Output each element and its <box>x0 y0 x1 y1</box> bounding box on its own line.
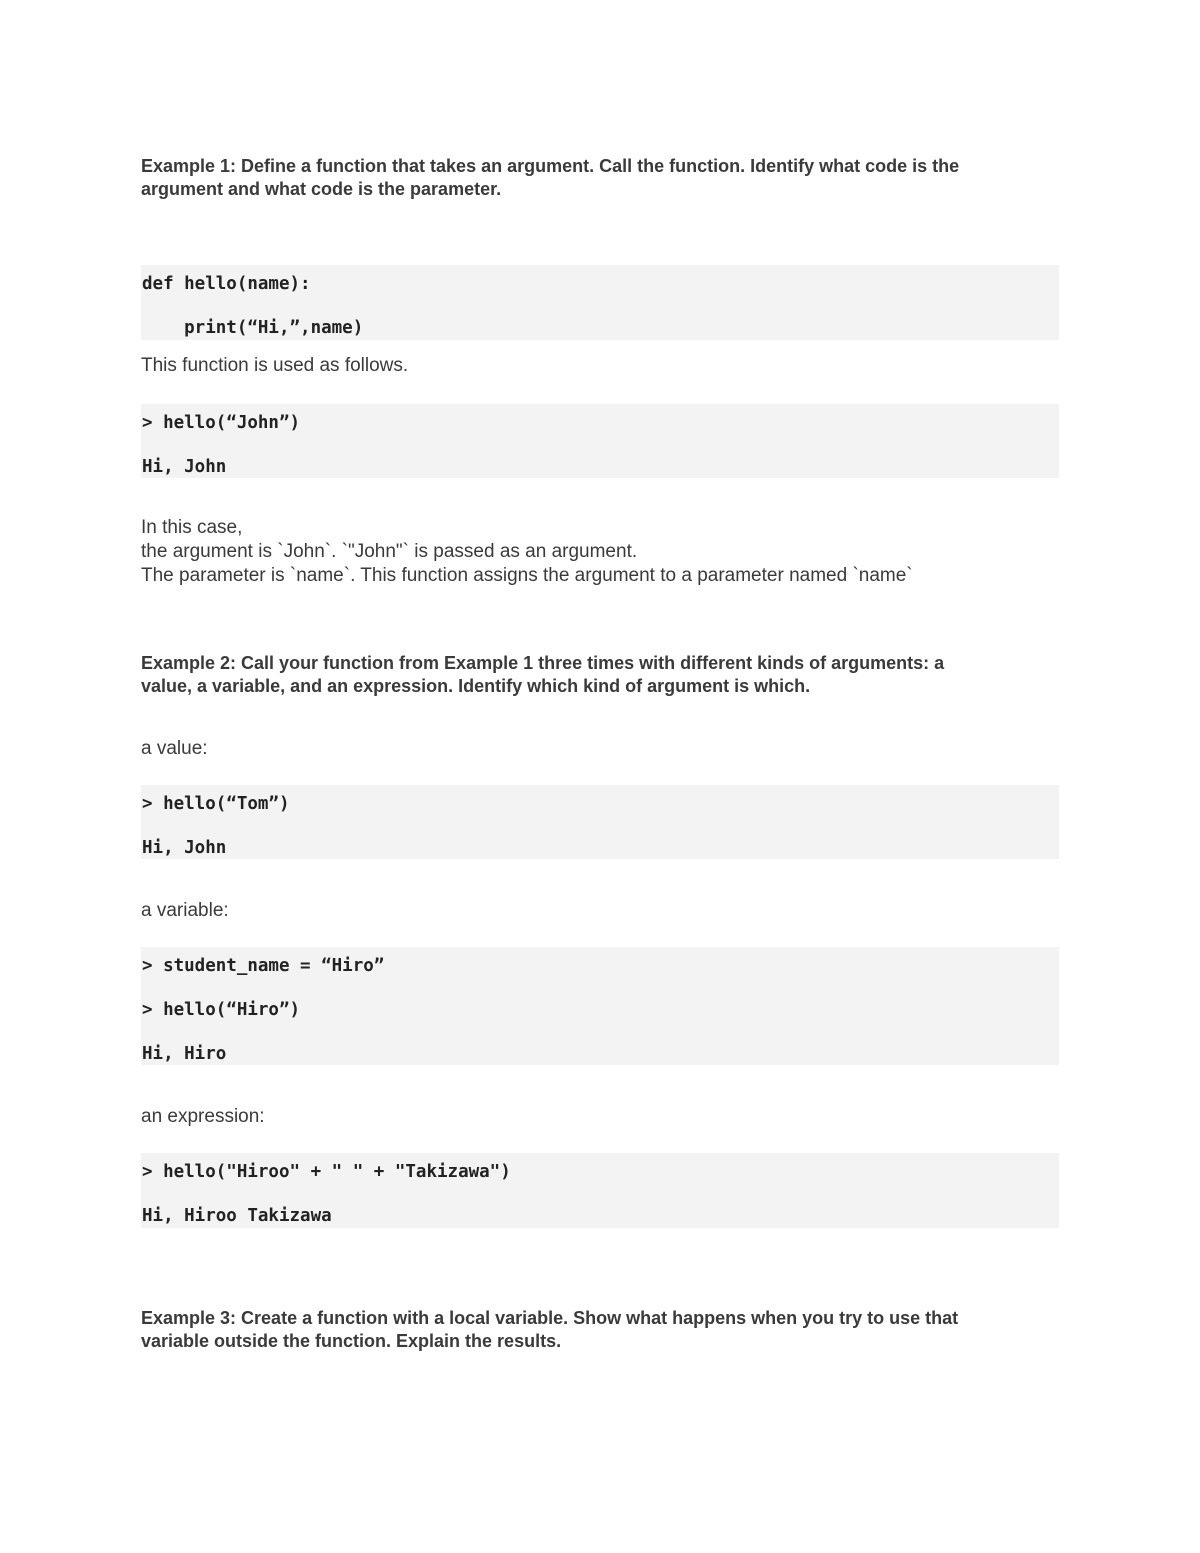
example-1-call-block <box>141 404 1059 478</box>
code-line: Hi, John <box>142 457 227 477</box>
expression-label: an expression: <box>141 1106 265 1127</box>
example-3-heading-line-1: Example 3: Create a function with a local variable. Show what happens when you try to use that <box>141 1308 959 1328</box>
expression-code-block <box>141 1153 1059 1228</box>
example-1-code-block <box>141 265 1059 340</box>
code-line: > hello(“Hiro”) <box>142 1000 301 1020</box>
code-line: print(“Hi,”,name) <box>142 318 364 338</box>
value-code-block <box>141 785 1059 859</box>
code-line: > hello("Hiroo" + " " + "Takizawa") <box>142 1162 511 1182</box>
example-1-heading-line-2: argument and what code is the parameter. <box>141 179 502 199</box>
code-line: > student_name = “Hiro” <box>142 956 385 976</box>
variable-code-block <box>141 947 1059 1065</box>
example-1-explanation <box>141 516 1051 588</box>
example-1-heading-line-1: Example 1: Define a function that takes an argument. Call the function. Identify what code is the <box>141 156 960 176</box>
code-line: Hi, Hiroo Takizawa <box>142 1206 332 1226</box>
explanation-line: The parameter is `name`. This function assigns the argument to a parameter named `name` <box>141 565 913 586</box>
explanation-line: the argument is `John`. `"John"` is passed as an argument. <box>141 541 638 562</box>
value-label: a value: <box>141 738 208 759</box>
example-2-heading <box>141 652 1051 698</box>
code-line: def hello(name): <box>142 274 311 294</box>
example-2-heading-line-2: value, a variable, and an expression. Identify which kind of argument is which. <box>141 676 811 696</box>
variable-label: a variable: <box>141 900 229 921</box>
example-3-heading <box>141 1307 1051 1353</box>
explanation-line: In this case, <box>141 517 243 538</box>
code-line: Hi, Hiro <box>142 1044 227 1064</box>
example-1-heading <box>141 155 1051 201</box>
usage-text: This function is used as follows. <box>141 355 409 376</box>
code-line: Hi, John <box>142 838 227 858</box>
code-line: > hello(“Tom”) <box>142 794 290 814</box>
code-line: > hello(“John”) <box>142 413 301 433</box>
example-2-heading-line-1: Example 2: Call your function from Example 1 three times with different kinds of arguments: a <box>141 653 945 673</box>
example-3-heading-line-2: variable outside the function. Explain the results. <box>141 1331 562 1351</box>
